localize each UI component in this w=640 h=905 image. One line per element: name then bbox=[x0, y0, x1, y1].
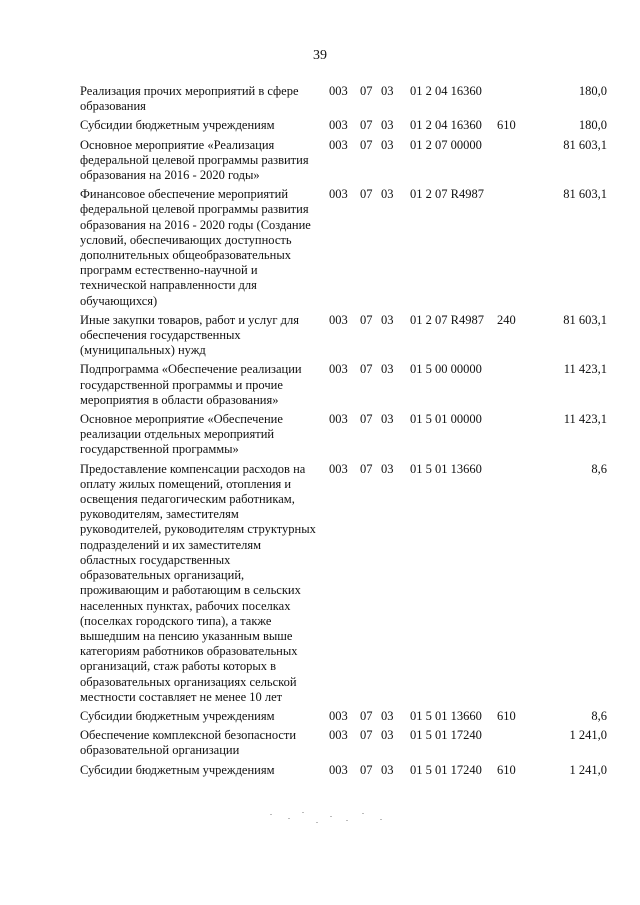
row-target-article: 01 2 07 R4987 bbox=[410, 312, 484, 327]
row-ved-code: 003 bbox=[329, 312, 348, 327]
row-ved-code: 003 bbox=[329, 412, 348, 427]
row-subsection-code: 03 bbox=[381, 312, 394, 327]
row-amount: 180,0 bbox=[578, 84, 607, 98]
row-amount: 11 423,1 bbox=[563, 412, 607, 427]
table-row bbox=[0, 313, 640, 359]
table-row bbox=[0, 187, 640, 309]
row-name: Подпрограмма «Обеспечение реализации государственной программы и прочие мероприятия в области образования» bbox=[80, 362, 302, 407]
row-target-article: 01 2 07 00000 bbox=[410, 137, 482, 152]
row-section-code: 07 bbox=[360, 461, 373, 476]
table-row bbox=[0, 709, 640, 724]
row-section-code: 07 bbox=[360, 362, 373, 377]
row-subsection-code: 03 bbox=[381, 728, 394, 743]
table-row bbox=[0, 763, 640, 778]
row-name: Реализация прочих мероприятий в сфере образования bbox=[80, 84, 299, 114]
row-target-article: 01 5 00 00000 bbox=[410, 362, 482, 377]
row-amount: 8,6 bbox=[591, 461, 607, 476]
row-subsection-code: 03 bbox=[381, 708, 394, 723]
row-expense-type: 610 bbox=[497, 762, 516, 777]
row-ved-code: 003 bbox=[329, 762, 348, 777]
row-amount: 1 241,0 bbox=[569, 762, 607, 777]
row-section-code: 07 bbox=[360, 84, 373, 98]
row-ved-code: 003 bbox=[329, 118, 348, 133]
row-target-article: 01 5 01 17240 bbox=[410, 728, 482, 743]
row-name: Обеспечение комплексной безопасности образовательной организации bbox=[80, 728, 297, 758]
table-row bbox=[0, 84, 640, 114]
row-amount: 180,0 bbox=[578, 118, 607, 133]
row-name: Субсидии бюджетным учреждениям bbox=[80, 118, 275, 133]
row-subsection-code: 03 bbox=[381, 118, 394, 133]
table-row bbox=[0, 362, 640, 408]
table-row bbox=[0, 412, 640, 458]
row-target-article: 01 5 01 17240 bbox=[410, 762, 482, 777]
row-amount: 1 241,0 bbox=[569, 728, 607, 743]
row-target-article: 01 5 01 13660 bbox=[410, 708, 482, 723]
row-section-code: 07 bbox=[360, 187, 373, 202]
row-amount: 81 603,1 bbox=[563, 137, 607, 152]
scan-noise bbox=[250, 808, 410, 832]
row-ved-code: 003 bbox=[329, 362, 348, 377]
table-row bbox=[0, 462, 640, 705]
row-ved-code: 003 bbox=[329, 137, 348, 152]
row-ved-code: 003 bbox=[329, 728, 348, 743]
row-ved-code: 003 bbox=[329, 84, 348, 98]
table-row bbox=[0, 728, 640, 758]
row-name: Финансовое обеспечение мероприятий федеральной целевой программы развития образования на 2016 - 2020 годы (Создание условий, обеспечивающих доступность дополнительных общеобразовательных программ естественно-научной и технической направленности для обучающихся) bbox=[80, 187, 311, 308]
row-name: Субсидии бюджетным учреждениям bbox=[80, 762, 275, 777]
row-ved-code: 003 bbox=[329, 461, 348, 476]
row-section-code: 07 bbox=[360, 137, 373, 152]
row-target-article: 01 2 07 R4987 bbox=[410, 187, 484, 202]
row-expense-type: 610 bbox=[497, 708, 516, 723]
budget-table bbox=[0, 84, 640, 782]
row-section-code: 07 bbox=[360, 708, 373, 723]
row-section-code: 07 bbox=[360, 312, 373, 327]
row-subsection-code: 03 bbox=[381, 137, 394, 152]
row-amount: 81 603,1 bbox=[563, 312, 607, 327]
page-number: 39 bbox=[313, 48, 327, 63]
row-target-article: 01 2 04 16360 bbox=[410, 84, 482, 98]
row-target-article: 01 5 01 13660 bbox=[410, 461, 482, 476]
row-name: Основное мероприятие «Обеспечение реализации отдельных мероприятий государственной программы» bbox=[80, 412, 283, 457]
row-section-code: 07 bbox=[360, 118, 373, 133]
row-subsection-code: 03 bbox=[381, 762, 394, 777]
row-subsection-code: 03 bbox=[381, 187, 394, 202]
row-name: Предоставление компенсации расходов на оплату жилых помещений, отопления и освещения педагогическим работникам, руководителям, заместителям руководителей, руководителям структурных подразделений и их заместителям областных государственных образовательных организаций, проживающим и работающим в сельских населенных пунктах, рабочих поселках (поселках городского типа), а также вышедшим на пенсию указанным выше категориям работников образовательных организаций, стаж работы которых в образовательных организациях сельской местности составляет не менее 10 лет bbox=[80, 461, 316, 704]
row-subsection-code: 03 bbox=[381, 84, 394, 98]
table-row bbox=[0, 118, 640, 133]
row-name: Иные закупки товаров, работ и услуг для обеспечения государственных (муниципальных) нужд bbox=[80, 312, 300, 358]
row-ved-code: 003 bbox=[329, 708, 348, 723]
row-amount: 11 423,1 bbox=[563, 362, 607, 377]
row-subsection-code: 03 bbox=[381, 461, 394, 476]
row-amount: 81 603,1 bbox=[563, 187, 607, 202]
row-target-article: 01 5 01 00000 bbox=[410, 412, 482, 427]
row-section-code: 07 bbox=[360, 762, 373, 777]
row-section-code: 07 bbox=[360, 412, 373, 427]
row-name: Основное мероприятие «Реализация федеральной целевой программы развития образования на 2016 - 2020 годы» bbox=[80, 137, 309, 183]
row-expense-type: 610 bbox=[497, 118, 516, 133]
row-subsection-code: 03 bbox=[381, 362, 394, 377]
row-amount: 8,6 bbox=[591, 708, 607, 723]
row-subsection-code: 03 bbox=[381, 412, 394, 427]
row-section-code: 07 bbox=[360, 728, 373, 743]
row-name: Субсидии бюджетным учреждениям bbox=[80, 708, 275, 723]
row-expense-type: 240 bbox=[497, 312, 516, 327]
row-target-article: 01 2 04 16360 bbox=[410, 118, 482, 133]
table-row bbox=[0, 138, 640, 184]
row-ved-code: 003 bbox=[329, 187, 348, 202]
